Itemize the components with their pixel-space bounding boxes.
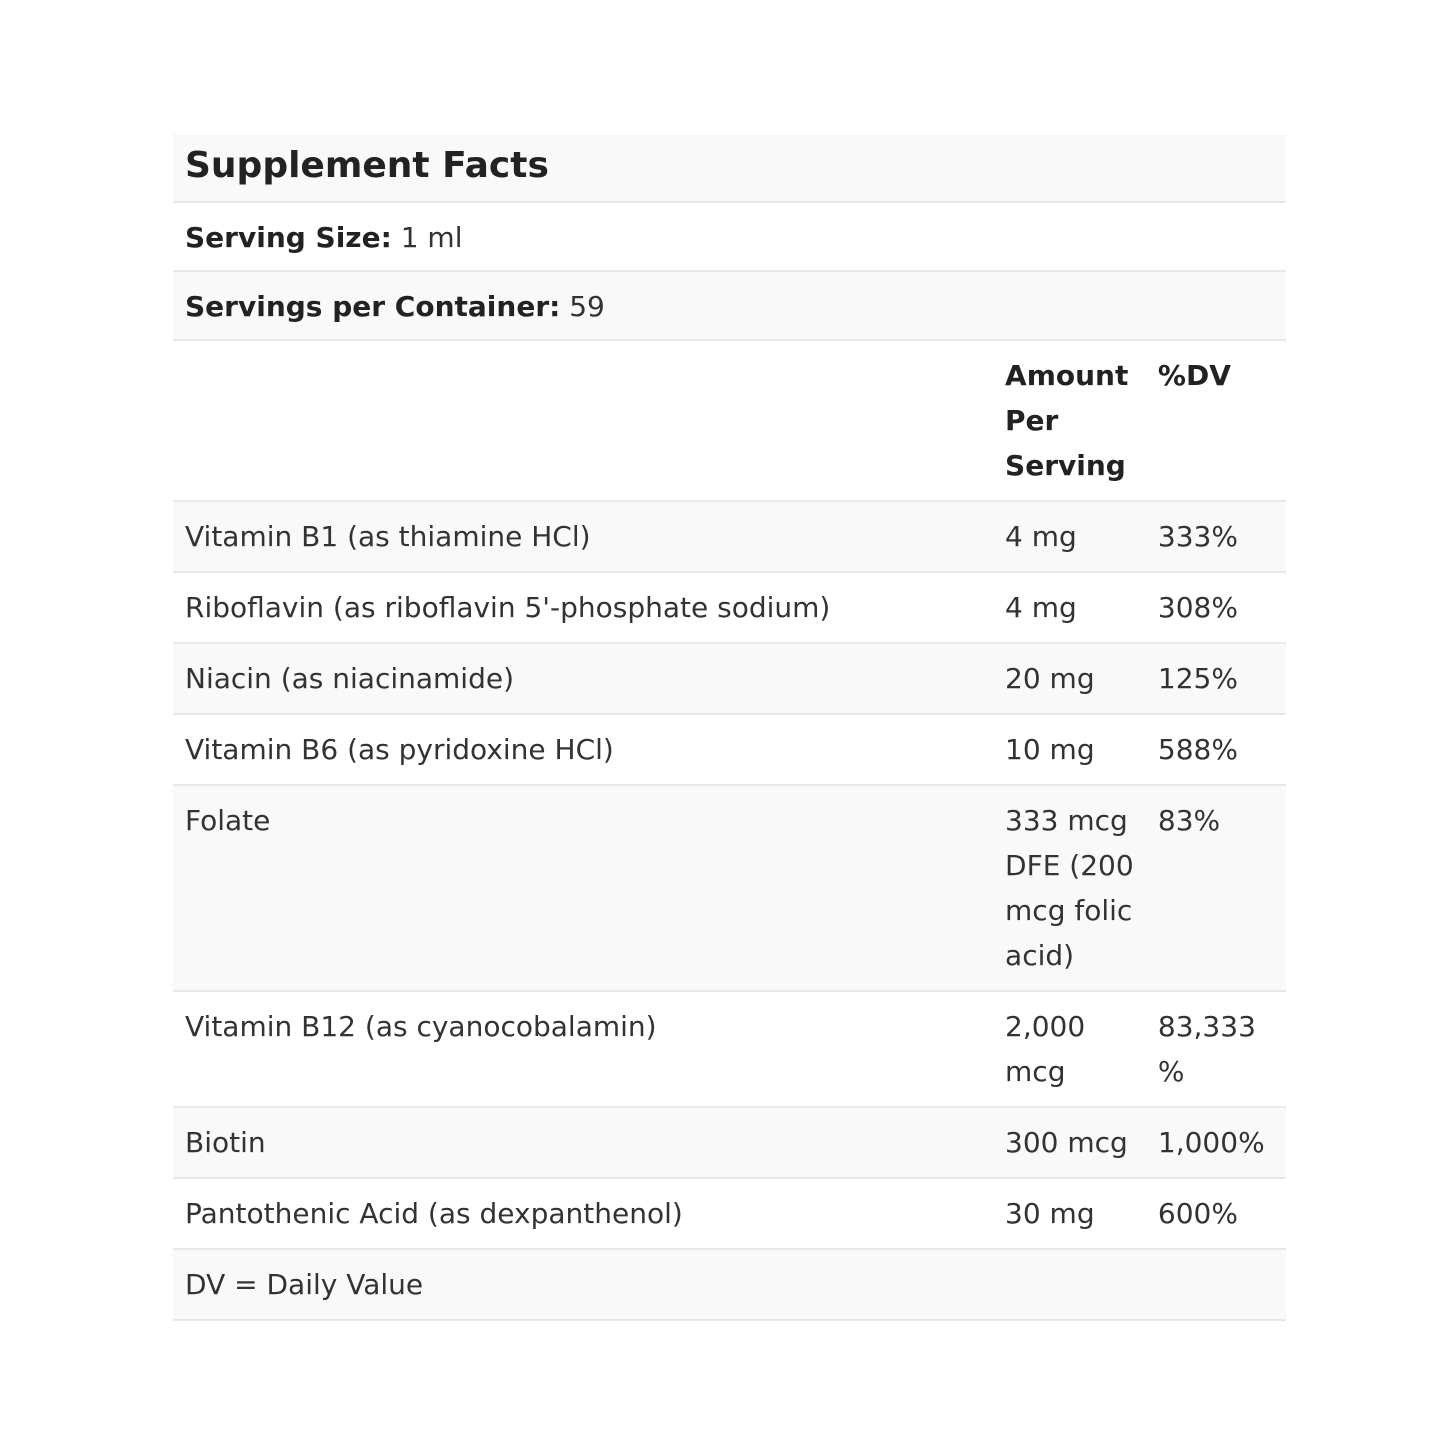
nutrient-name: Niacin (as niacinamide)	[173, 643, 993, 714]
table-row	[173, 572, 1286, 643]
nutrient-amount: 20 mg	[993, 643, 1146, 714]
table-row	[173, 991, 1286, 1107]
nutrient-name: Vitamin B12 (as cyanocobalamin)	[173, 991, 993, 1107]
table-row	[173, 714, 1286, 785]
nutrient-amount: 4 mg	[993, 572, 1146, 643]
nutrient-dv: 1,000%	[1146, 1107, 1286, 1178]
footnote: DV = Daily Value	[173, 1249, 1286, 1320]
nutrient-name: Riboflavin (as riboflavin 5'-phosphate sodium)	[173, 572, 993, 643]
table-row	[173, 1178, 1286, 1249]
servings-per-container-value: 59	[569, 290, 605, 323]
nutrient-amount: 4 mg	[993, 501, 1146, 572]
nutrient-name: Vitamin B6 (as pyridoxine HCl)	[173, 714, 993, 785]
serving-size-label: Serving Size:	[185, 221, 392, 254]
nutrient-name: Folate	[173, 785, 993, 991]
column-header-amount: Amount Per Serving	[993, 340, 1146, 501]
table-title: Supplement Facts	[173, 134, 1286, 202]
column-header-dv: %DV	[1146, 340, 1286, 501]
table-row	[173, 643, 1286, 714]
nutrient-dv: 308%	[1146, 572, 1286, 643]
title-row	[173, 134, 1286, 202]
footnote-row	[173, 1249, 1286, 1320]
nutrient-name: Pantothenic Acid (as dexpanthenol)	[173, 1178, 993, 1249]
nutrient-dv: 83%	[1146, 785, 1286, 991]
table-row	[173, 785, 1286, 991]
nutrient-dv: 83,333%	[1146, 991, 1286, 1107]
nutrient-dv: 588%	[1146, 714, 1286, 785]
serving-size-row	[173, 202, 1286, 271]
nutrient-dv: 333%	[1146, 501, 1286, 572]
nutrient-amount: 333 mcg DFE (200 mcg folic acid)	[993, 785, 1146, 991]
serving-size	[173, 202, 1286, 271]
nutrient-name: Biotin	[173, 1107, 993, 1178]
column-header-nutrient	[173, 340, 993, 501]
column-header-row	[173, 340, 1286, 501]
nutrient-dv: 125%	[1146, 643, 1286, 714]
table-row	[173, 1107, 1286, 1178]
nutrient-name: Vitamin B1 (as thiamine HCl)	[173, 501, 993, 572]
nutrient-amount: 30 mg	[993, 1178, 1146, 1249]
serving-size-value: 1 ml	[400, 221, 463, 254]
nutrient-amount: 300 mcg	[993, 1107, 1146, 1178]
table-row	[173, 501, 1286, 572]
servings-per-container-label: Servings per Container:	[185, 290, 561, 323]
nutrient-amount: 10 mg	[993, 714, 1146, 785]
servings-per-container	[173, 271, 1286, 340]
servings-per-container-row	[173, 271, 1286, 340]
nutrient-amount: 2,000 mcg	[993, 991, 1146, 1107]
supplement-facts-table	[173, 134, 1286, 1321]
nutrient-dv: 600%	[1146, 1178, 1286, 1249]
